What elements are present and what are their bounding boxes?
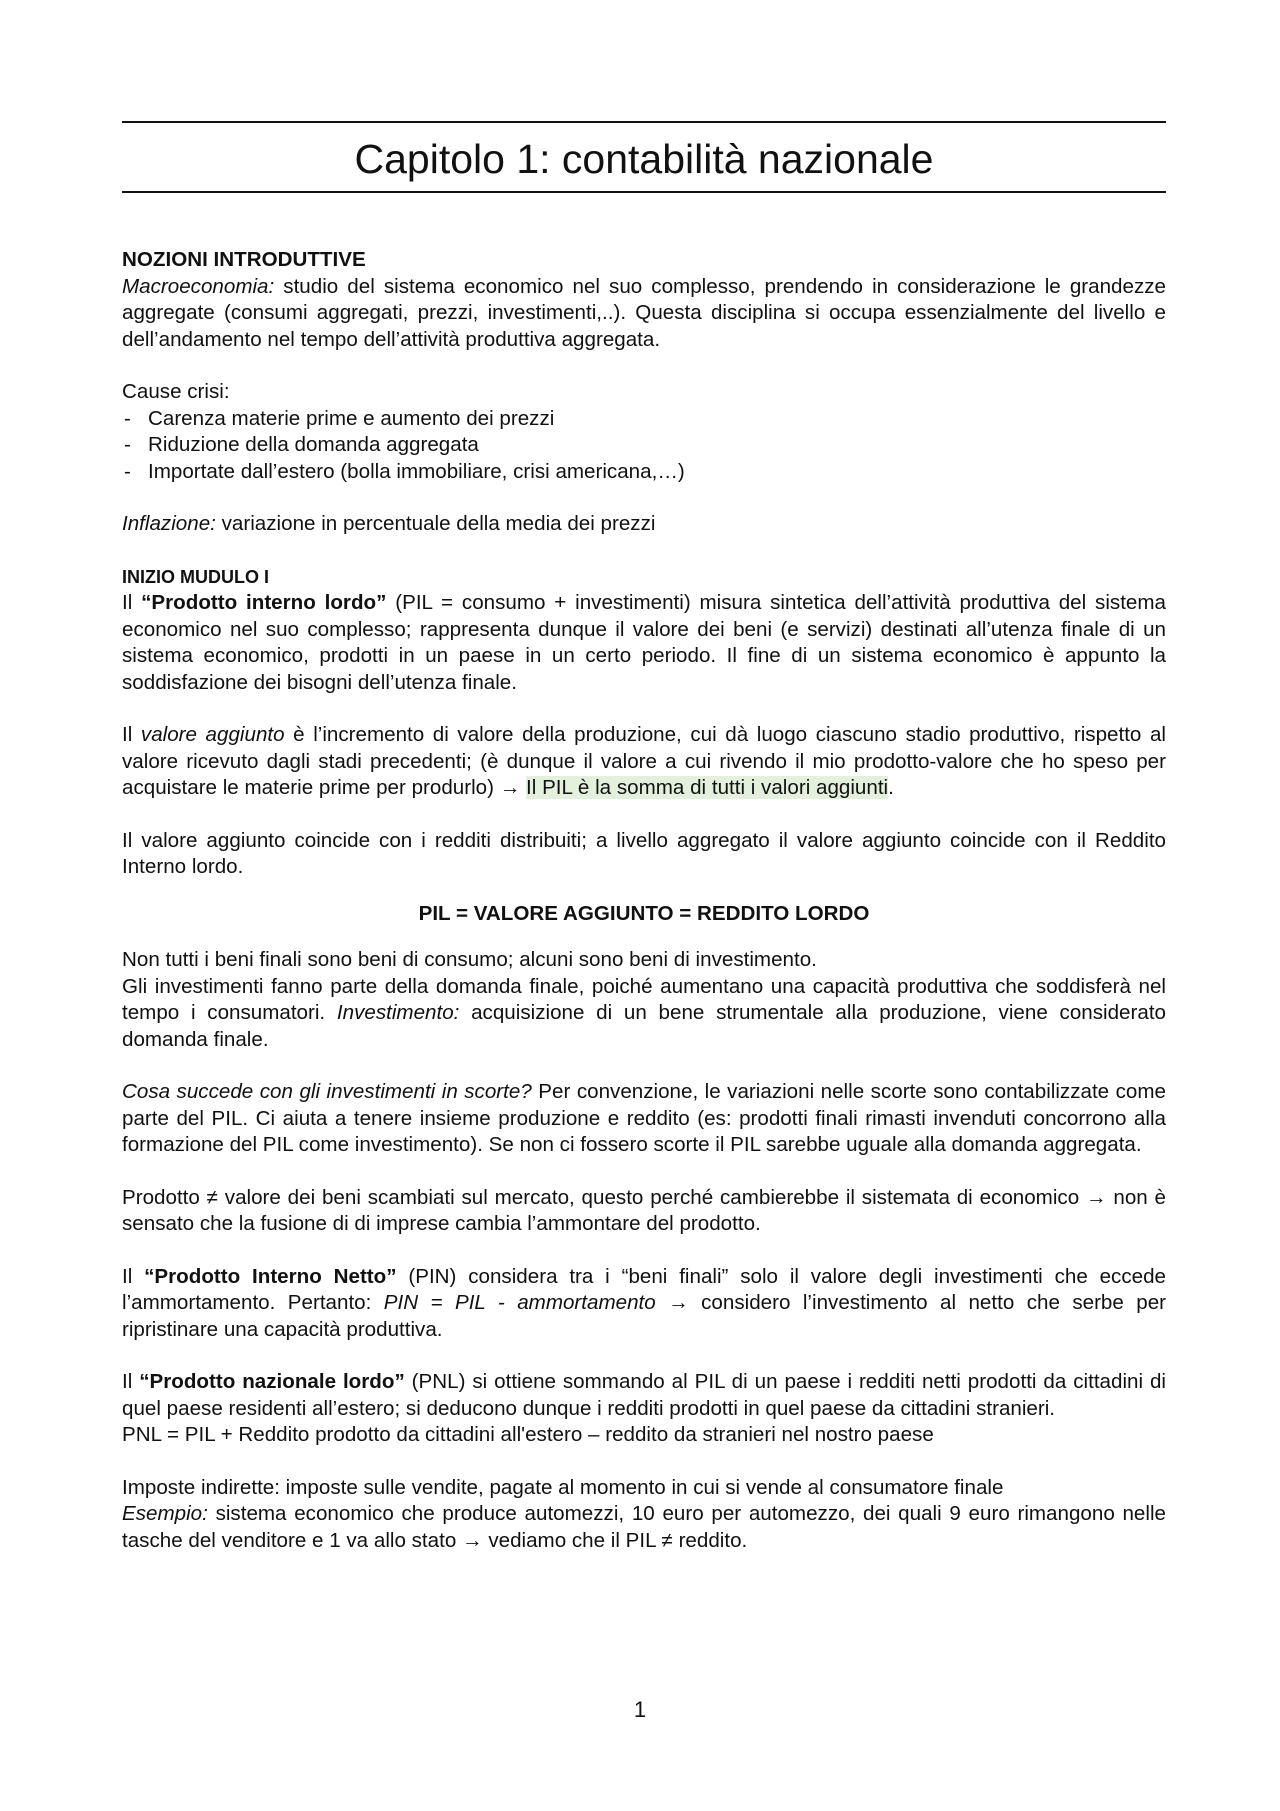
document-body	[122, 247, 1166, 1554]
paragraph-prodotto: Prodotto ≠ valore dei beni scambiati sul mercato, questo perché cambierebbe il sistemata di economico → non è sensato che la fusione di di imprese cambia l’ammontare del prodotto.	[122, 1185, 1166, 1235]
cause-crisi-label: Cause crisi:	[122, 380, 230, 403]
list-item: - Carenza materie prime e aumento dei prezzi	[122, 406, 1166, 433]
paragraph-pil: Il “Prodotto interno lordo” (PIL = consumo + investimenti) misura sintetica dell’attività produttiva del sistema economico nel suo complesso; rappresenta dunque il valore dei beni (e servizi) destinati all’utenza finale di un sistema economico, prodotti in un paese in un certo periodo. Il fine di un sistema economico è appunto la soddisfazione dei bisogni dell’utenza finale.	[122, 591, 1166, 694]
paragraph-redditi: Il valore aggiunto coincide con i redditi distribuiti; a livello aggregato il valore aggiunto coincide con il Reddito Interno lordo.	[122, 828, 1166, 878]
paragraph-macroeconomia: Macroeconomia: studio del sistema economico nel suo complesso, prendendo in considerazione le grandezze aggregate (consumi aggregati, prezzi, investimenti,..). Questa disciplina si occupa essenzialmente del livello e dell’andamento nel tempo dell’attività produttiva aggregata.	[122, 274, 1166, 351]
list-item: - Riduzione della domanda aggregata	[122, 432, 1166, 459]
term-inflazione: Inflazione:	[122, 512, 216, 535]
paragraph-imposte: Imposte indirette: imposte sulle vendite, pagate al momento in cui si vende al consumatore finale	[122, 1475, 1004, 1499]
section-heading-modulo: INIZIO MUDULO I	[122, 566, 269, 587]
paragraph-investimenti: Gli investimenti fanno parte della domanda finale, poiché aumentano una capacità produttiva che soddisferà nel tempo i consumatori. Investimento: acquisizione di un bene strumentale alla produzione, viene considerato domanda finale.	[122, 974, 1166, 1051]
formula-pnl: PNL = PIL + Reddito prodotto da cittadini all'estero – reddito da stranieri nel nostro paese	[122, 1423, 934, 1446]
section-heading-intro: NOZIONI INTRODUTTIVE	[122, 248, 366, 271]
paragraph-esempio: Esempio: sistema economico che produce automezzi, 10 euro per automezzo, dei quali 9 euro rimangono nelle tasche del venditore e 1 va allo stato → vediamo che il PIL ≠ reddito.	[122, 1502, 1166, 1552]
highlighted-text: Il PIL è la somma di tutti i valori aggiunti	[526, 776, 889, 799]
chapter-title: Capitolo 1: contabilità nazionale	[354, 136, 934, 182]
title-bottom-rule	[122, 191, 1166, 193]
page-number: 1	[633, 1697, 647, 1722]
list-item: - Importate dall’estero (bolla immobiliare, crisi americana,…)	[122, 459, 1166, 486]
term-valore-aggiunto: valore aggiunto	[140, 723, 285, 746]
cause-crisi-list	[122, 406, 1166, 486]
term-pin: “Prodotto Interno Netto”	[144, 1264, 397, 1288]
paragraph-pnl: Il “Prodotto nazionale lordo” (PNL) si ottiene sommando al PIL di un paese i redditi netti prodotti da cittadini di quel paese residenti all’estero; si deducono dunque i redditi prodotti in quel paese da cittadini stranieri.	[122, 1370, 1166, 1420]
term-esempio: Esempio:	[122, 1502, 208, 1525]
term-macroeconomia: Macroeconomia:	[122, 274, 275, 298]
paragraph-scorte: Cosa succede con gli investimenti in scorte? Per convenzione, le variazioni nelle scorte sono contabilizzate come parte del PIL. Ci aiuta a tenere insieme produzione e reddito (es: prodotti finali rimasti invenduti concorrono alla formazione del PIL come investimento). Se non ci fossero scorte il PIL sarebbe uguale alla domanda aggregata.	[122, 1080, 1166, 1156]
paragraph-valore-aggiunto: Il valore aggiunto è l’incremento di valore della produzione, cui dà luogo ciascuno stadio produttivo, rispetto al valore ricevuto dagli stadi precedenti; (è dunque il valore a cui rivendo il mio prodotto-valore che ho speso per acquistare le materie prime per produrlo) → Il PIL è la somma di tutti i valori aggiunti.	[122, 723, 1166, 799]
term-investimento: Investimento:	[336, 1001, 460, 1024]
term-pnl: “Prodotto nazionale lordo”	[139, 1370, 405, 1393]
title-top-rule	[122, 121, 1166, 123]
paragraph-pin: Il “Prodotto Interno Netto” (PIN) considera tra i “beni finali” solo il valore degli investimenti che eccede l’ammortamento. Pertanto: PIN = PIL - ammortamento → considero l’investimento al netto che serbe per ripristinare una capacità produttiva.	[122, 1264, 1167, 1341]
formula-pin: PIN = PIL - ammortamento	[383, 1291, 656, 1314]
question-scorte: Cosa succede con gli investimenti in scorte?	[122, 1080, 532, 1103]
equation-pil: PIL = VALORE AGGIUNTO = REDDITO LORDO	[418, 901, 870, 925]
paragraph-beni-finali: Non tutti i beni finali sono beni di consumo; alcuni sono beni di investimento.	[122, 948, 817, 971]
paragraph-inflazione: Inflazione: variazione in percentuale della media dei prezzi	[122, 512, 656, 535]
term-pil: “Prodotto interno lordo”	[141, 591, 387, 614]
